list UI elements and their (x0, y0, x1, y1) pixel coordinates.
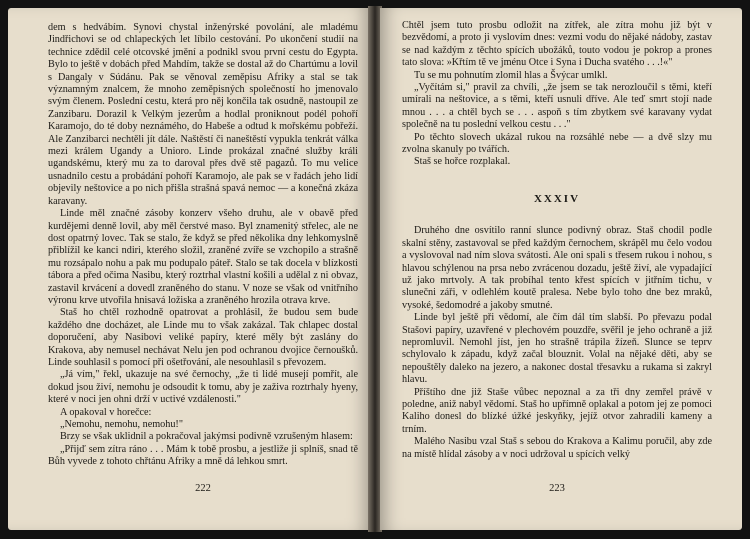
paragraph: Staš ho chtěl rozhodně opatrovat a prohlásil, že budou sem bude každého dne docházet, ale Linde mu to však zakázal. Tak chlapec dostal doporučení, aby Nasibovi veliké papíry, které měly být zaslány do Krakova, aby nemusel nechávat Nelu jen pod ochranou dvojice černoušků. Linde souhlasil s pomocí při ošetřování, ale nesouhlasil s převozem. (48, 307, 358, 368)
paragraph: Linde měl značné zásoby konzerv všeho druhu, ale v obavě před kurdějemi denně lovil, aby měl čerstvé maso. Byl znamenitý střelec, ale ne dost opatrný lovec. Tak se stalo, že když se před několika dny lehkomyslně přiblížil ke kanci ndiri, kterého složil, zraněné zvíře se vzchopilo a strašně mu rozsápalo nohu a pak mu podupalo páteř. Stalo se tak docela v blízkosti tábora a před očima Nasibu, který roztrhal vlastní košili a udělal z ni obvaz, zastavil krvácení a dovedl zraněného do stanu. V noze se však od vnitřního výronu krve utvořila hnisavá ložiska a zraněného hrozila otrava krve. (48, 208, 358, 306)
paragraph: Brzy se však uklidnil a pokračoval jakýmsi podivně vzrušeným hlasem: (60, 431, 353, 443)
left-page-text (48, 22, 358, 469)
right-page-text-top (402, 20, 712, 169)
paragraph: „Já vím," řekl, ukazuje na své černochy, „že ti lidé musejí pomřít, ale dokud jsou živí, nemohu je odsoudit k tomu, aby je zaživa roztrhaly hyeny, které v noci jen ohni drží v uctivé vzdálenosti." (48, 369, 358, 406)
paragraph: Malého Nasibu vzal Staš s sebou do Krakova a Kalimu poručil, aby zde na místě hlídal zásoby a v noci udržoval u spících velký (402, 436, 712, 460)
left-page-number: 222 (195, 483, 211, 494)
right-page-text-bottom (402, 225, 712, 461)
left-page (8, 8, 370, 530)
chapter-heading: XXXIV (533, 192, 581, 205)
right-page (380, 8, 742, 530)
paragraph: dem s hedvábím. Synovi chystal inženýrské povolání, ale mladému Jindřichovi se od chlapeckých let líbilo cestování. Po ukončení studií na technice zdědil celé otcovské jmění a podnikl svou první cestu do Egypta. Bylo to ještě v dobách před Mahdím, takže se dostal až do Chartúmu a lovil s Dangaly v Súdánu. Pak se věnoval zeměpisu Afriky a stal se tak významným znalcem, že mnoho zeměpisných společností ho jmenovalo svým členem. Poslední cestu, která pro něj končila tak osudně, nastoupil ze Zanzibaru. Dorazil k Velkým jezerům a hodlal proniknout podél pohoří Karamojo, do té doby neznámého, do Habeše a odtud k mořskému pobřeží. Ale Zanzibarci nechtěli jít dále. Naštěstí či naneštěstí vypukla tenkrát válka mezi králem Ugandy a Unioro. Linde prokázal značné služby králi ugandskému, který mu za to daroval přes dvě stě pagazů. To mu velice usnadnilo cestu a probádání pohoří Karamojo, ale pak se v řadách jeho lidí objevily neštovice a po nich přišla strašná spavá nemoc — a konečná zkáza karavany. (48, 22, 358, 207)
paragraph: A opakoval v horečce: (60, 406, 152, 418)
paragraph: „Vyčítám si," pravil za chvíli, „že jsem se tak nerozloučil s těmi, kteří umírali na neštovice, a s těmi, kteří usnuli dříve. Ale teď smrt stojí nade mnou . . . a chtěl bych se . . . aspoň s tím zbytkem své karavany vydat společně na tu poslední velkou cestu . . ." (402, 82, 712, 131)
paragraph: „Přijď sem zítra ráno . . . Mám k tobě prosbu, a jestliže ji splníš, snad tě Bůh vyvede z tohoto chřtánu Afriky a mně dá lehkou smrt. (48, 443, 358, 468)
right-page-text (402, 20, 712, 461)
right-page-number: 223 (549, 483, 565, 494)
paragraph: Druhého dne osvítilo ranní slunce podivný obraz. Staš chodil podle skalní stěny, zastavoval se před každým černochem, skrápěl mu čelo vodou a vyslovoval nad ním slova svátosti. Ale oni spali s třesem rukou i nohou, s hlavou schýlenou na prsa nebo zvrácenou dozadu, ještě živí, ale vypadající už jako mrtvoly. A tak probíhal tento křest spících v jitřním tichu, v slunečni záři, v odlehlém koutě pralesa. Nebe bylo toho dne bez mraků, vysoké, šedomodré a jakoby smutné. (402, 225, 712, 311)
paragraph: Linde byl ještě při vědomí, ale čím dál tím slabší. Po převazu podal Stašovi papíry, uzavřené v plechovém pouzdře, svěřil je jeho ochraně a již nepromluvil. Nemohl jíst, jen ho strašně trápila žízeň. Slunce se teprv schylovalo k západu, když začal blouznit. Volal na nějaké děti, aby se nepouštěly daleko na jezero, a nakonec dostal třesavku a rukama si zakryl hlavu. (402, 312, 712, 386)
paragraph: Tu se mu pohnutím zlomil hlas a Švýcar umlkl. (414, 69, 608, 81)
paragraph: „Nemohu, nemohu, nemohu!" (60, 419, 183, 430)
paragraph: Po těchto slovech ukázal rukou na rozsáhlé nebe — a dvě slzy mu zvolna skanuly po tvářích. (402, 131, 712, 156)
paragraph: Příštího dne již Staše vůbec nepoznal a za tři dny zemřel právě v poledne, aniž nabyl vědomí. Staš ho upřímně oplakal a potom jej ze pomoci Kaliho donesl do blízké úžké jeskyňky, jejíž otvor zahradili kameny a trním. (402, 386, 712, 435)
paragraph: Staš se hořce rozplakal. (414, 156, 511, 168)
paragraph: Chtěl jsem tuto prosbu odložit na zítřek, ale zítra mohu již být v bezvědomí, a proto ji vyslovím dnes: vezmi vodu do nějaké nádoby, zastav se nad každým z těchto spících ubožáků, touto vodou je pokrop a prones tato slova: »Křtím tě ve jménu Otce i Syna i Ducha svatého . . .!«" (402, 20, 712, 69)
